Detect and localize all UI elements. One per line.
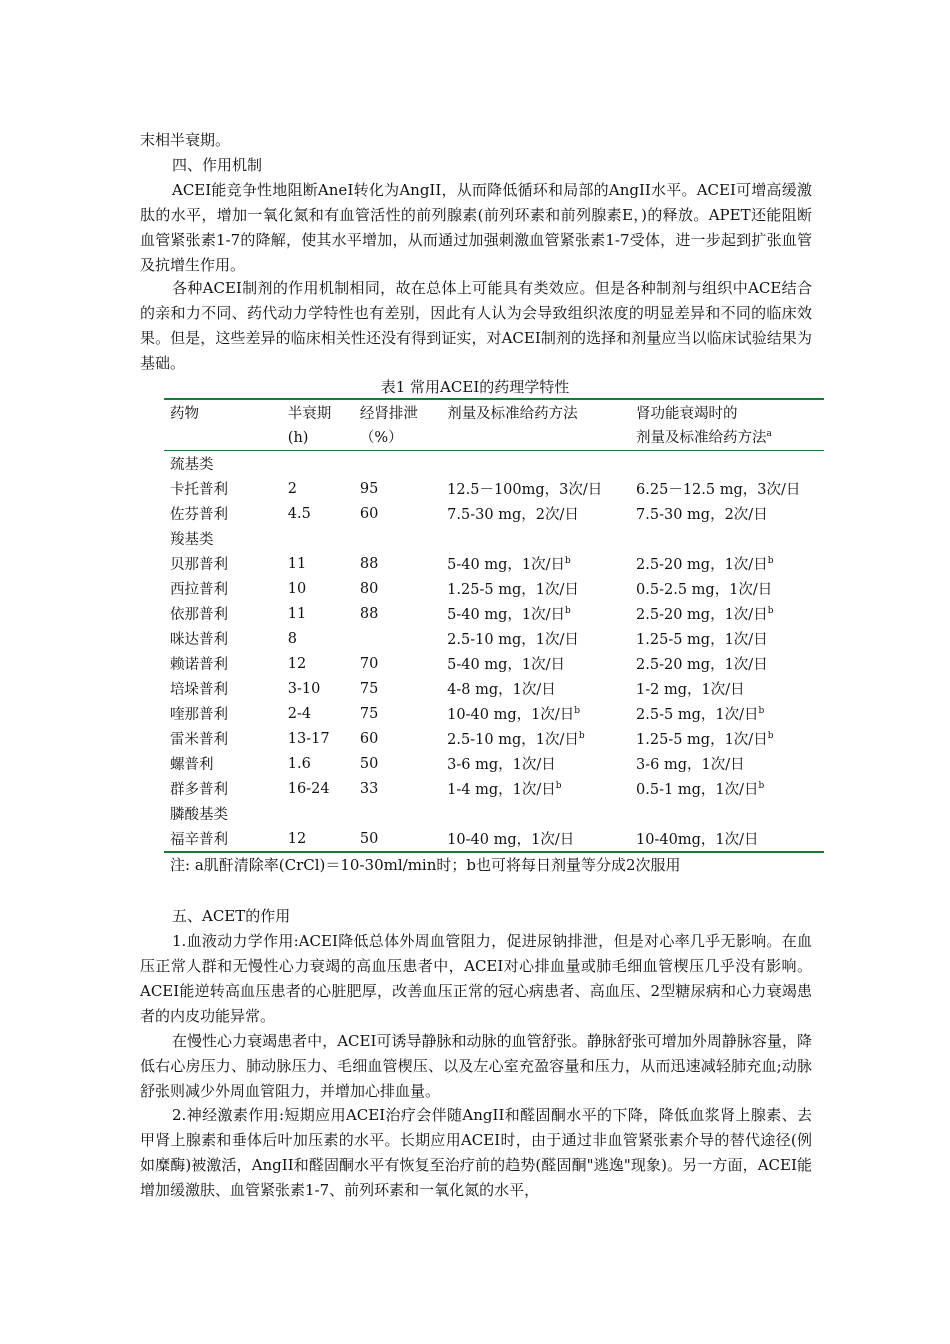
standard-dose: 5-40 mg，1次/日 (447, 607, 565, 623)
half-life-value: 2 (287, 480, 298, 497)
renal-failure-dose: 1-2 mg，1次/日 (636, 682, 745, 698)
standard-dose: 3-6 mg，1次/日 (447, 757, 556, 773)
half-life-value-cell (282, 676, 354, 701)
renal-excretion-value-cell (354, 701, 441, 726)
renal-failure-dose-cell (630, 576, 824, 601)
renal-excretion-value-cell (354, 676, 441, 701)
renal-failure-dose: 2.5-20 mg，1次/日 (636, 607, 768, 623)
table-row (164, 501, 824, 526)
standard-dose: 7.5-30 mg，2次/日 (447, 507, 579, 523)
drug-name: 赖诺普利 (170, 657, 228, 673)
standard-dose: 4-8 mg，1次/日 (447, 682, 556, 698)
drug-group-label: 羧基类 (170, 532, 214, 548)
table-row (164, 601, 824, 626)
table-row (164, 826, 824, 852)
header-renal-dose-line1: 肾功能衰竭时的 (636, 406, 738, 422)
half-life-value: 8 (287, 630, 298, 647)
drug-name: 佐芬普利 (170, 507, 228, 523)
header-drug: 药物 (170, 406, 199, 422)
renal-failure-dose-cell (630, 476, 824, 501)
half-life-value-cell (282, 751, 354, 776)
half-life-value: 1.6 (287, 755, 311, 772)
half-life-value-cell (282, 551, 354, 576)
drug-name-cell (164, 626, 282, 651)
renal-excretion-value-cell (354, 551, 441, 576)
renal-excretion-value: 60 (359, 505, 379, 522)
drug-name: 螺普利 (170, 757, 214, 773)
renal-failure-dose-cell (630, 776, 824, 801)
half-life-value: 10 (287, 580, 307, 597)
standard-dose-footnote: b (565, 556, 571, 566)
drug-name-cell (164, 651, 282, 676)
renal-failure-dose-cell (630, 626, 824, 651)
renal-failure-dose: 0.5-2.5 mg，1次/日 (636, 582, 773, 598)
drug-name: 咪达普利 (170, 632, 228, 648)
renal-failure-dose-footnote: b (767, 606, 774, 616)
renal-failure-dose: 2.5-20 mg，1次/日 (636, 557, 768, 573)
renal-failure-dose-footnote: b (758, 706, 765, 716)
renal-failure-dose-footnote: b (758, 781, 765, 791)
drug-name: 卡托普利 (170, 482, 228, 498)
section-heading-mechanism: 四、作用机制 (172, 156, 263, 174)
renal-failure-dose: 7.5-30 mg，2次/日 (636, 507, 768, 523)
half-life-value-cell (282, 501, 354, 526)
half-life-value: 16-24 (287, 780, 330, 797)
header-renal-label: 经肾排泄 (359, 406, 418, 422)
standard-dose-cell (441, 476, 630, 501)
renal-failure-dose-cell (630, 676, 824, 701)
acei-pharmacology-table (164, 398, 824, 853)
table-group-row (164, 801, 824, 826)
drug-name-cell (164, 826, 282, 852)
renal-failure-dose-cell (630, 601, 824, 626)
paragraph-continuation: 末相半衰期。 (140, 131, 231, 149)
standard-dose-cell (441, 726, 630, 751)
table-row (164, 751, 824, 776)
half-life-value: 2-4 (287, 705, 312, 722)
renal-failure-dose: 2.5-5 mg，1次/日 (636, 707, 759, 723)
paragraph-neurohormonal: 2.神经激素作用:短期应用ACEI治疗会伴随AngII和醛固酮水平的下降，降低血浆肾上腺素、去甲肾上腺素和垂体后叶加压素的水平。长期应用ACEI时，由于通过非血管紧张素介导的替代途径(例如糜酶)被激活，AngII和醛固酮水平有恢复至治疗前的趋势(醛固酮"逃逸"现象)。另一方面，ACEI能增加缓激肤、血管紧张素1-7、前列环素和一氧化氮的水平， (140, 1106, 812, 1199)
paragraph-heart-failure: 在慢性心力衰竭患者中，ACEI可诱导静脉和动脉的血管舒张。静脉舒张可增加外周静脉容量，降低右心房压力、肺动脉压力、毛细血管楔压、以及左心室充盈容量和压力，从而迅速减轻肺充血;动脉舒张则减少外周血管阻力，并增加心排血量。 (140, 1032, 812, 1100)
drug-group-label: 巯基类 (170, 457, 214, 473)
standard-dose-footnote: b (565, 606, 571, 616)
renal-failure-dose-footnote: b (767, 556, 774, 566)
drug-name-cell (164, 701, 282, 726)
standard-dose-footnote: b (578, 731, 585, 741)
table-row (164, 651, 824, 676)
drug-name-cell (164, 551, 282, 576)
renal-failure-dose: 10-40mg，1次/日 (636, 832, 759, 848)
renal-excretion-value-cell (354, 651, 441, 676)
header-renal-unit: （%） (359, 430, 403, 446)
half-life-value-cell (282, 701, 354, 726)
header-renal-dose-line2: 剂量及标准给药方法 (636, 430, 767, 446)
standard-dose-cell (441, 601, 630, 626)
header-renal (354, 399, 441, 451)
renal-excretion-value: 50 (359, 830, 379, 847)
header-renal-dose (630, 399, 824, 451)
drug-name: 依那普利 (170, 607, 228, 623)
standard-dose: 10-40 mg，1次/日 (447, 707, 575, 723)
standard-dose: 5-40 mg，1次/日 (447, 557, 565, 573)
standard-dose-cell (441, 776, 630, 801)
renal-excretion-value-cell (354, 576, 441, 601)
standard-dose-cell (441, 576, 630, 601)
renal-excretion-value: 33 (359, 780, 379, 797)
renal-excretion-value: 75 (359, 705, 379, 722)
renal-excretion-value-cell (354, 601, 441, 626)
renal-failure-dose: 1.25-5 mg，1次/日 (636, 632, 768, 648)
standard-dose-cell (441, 826, 630, 852)
table-group-row (164, 451, 824, 477)
drug-name: 贝那普利 (170, 557, 228, 573)
paragraph-hemodynamic: 1.血液动力学作用:ACEI降低总体外周血管阻力，促进尿钠排泄，但是对心率几乎无影响。在血压正常人群和无慢性心力衰竭的高血压患者中，ACEI对心排血量或肺毛细血管楔压几乎没有影响。ACEI能逆转高血压患者的心脏肥厚，改善血压正常的冠心病患者、高血压、2型糖尿病和心力衰竭患者的内皮功能异常。 (140, 932, 812, 1025)
table-body (164, 451, 824, 853)
standard-dose-cell (441, 626, 630, 651)
renal-failure-dose-cell (630, 551, 824, 576)
table-caption: 表1 常用ACEI的药理学特性 (380, 378, 570, 396)
drug-name-cell (164, 601, 282, 626)
standard-dose-footnote: b (555, 781, 562, 791)
half-life-value-cell (282, 651, 354, 676)
drug-name: 福辛普利 (170, 832, 228, 848)
table-header-row (164, 399, 824, 451)
standard-dose-cell (441, 676, 630, 701)
renal-failure-dose: 2.5-20 mg，1次/日 (636, 657, 768, 673)
renal-failure-dose-cell (630, 751, 824, 776)
renal-failure-dose-cell (630, 826, 824, 852)
paragraph-mechanism-2: 各种ACEI制剂的作用机制相同，故在总体上可能具有类效应。但是各种制剂与组织中ACE结合的亲和力不同、药代动力学特性也有差别，因此有人认为会导致组织浓度的明显差异和不同的临床效果。但是，这些差异的临床相关性还没有得到证实，对ACEI制剂的选择和剂量应当以临床试验结果为基础。 (140, 279, 812, 372)
half-life-value-cell (282, 476, 354, 501)
table-row (164, 726, 824, 751)
standard-dose: 10-40 mg，1次/日 (447, 832, 575, 848)
renal-excretion-value-cell (354, 476, 441, 501)
renal-excretion-value-cell (354, 501, 441, 526)
renal-excretion-value-cell (354, 826, 441, 852)
standard-dose: 2.5-10 mg，1次/日 (447, 732, 579, 748)
table-row (164, 576, 824, 601)
table-row (164, 476, 824, 501)
drug-name-cell (164, 751, 282, 776)
half-life-value: 3-10 (287, 680, 321, 697)
standard-dose: 2.5-10 mg，1次/日 (447, 632, 579, 648)
drug-name-cell (164, 576, 282, 601)
drug-name-cell (164, 776, 282, 801)
table-row (164, 551, 824, 576)
renal-failure-dose-cell (630, 701, 824, 726)
half-life-value: 11 (287, 555, 307, 572)
standard-dose: 1-4 mg，1次/日 (447, 782, 556, 798)
half-life-value-cell (282, 626, 354, 651)
header-half-life-label: 半衰期 (287, 406, 332, 422)
table-note: 注: a肌酐清除率(CrCl)＝10-30ml/min时；b也可将每日剂量等分成2次服用 (170, 856, 681, 874)
half-life-value: 12 (287, 830, 307, 847)
renal-failure-dose: 0.5-1 mg，1次/日 (636, 782, 759, 798)
paragraph-mechanism-1: ACEI能竞争性地阻断AneⅠ转化为AngII，从而降低循环和局部的AngII水平。ACEI可增高缓激肽的水平，增加一氧化氮和有血管活性的前列腺素(前列环素和前列腺素E，)的释放。APET还能阻断血管紧张素1-7的降解，使其水平增加，从而通过加强刺激血管紧张素1-7受体，进一步起到扩张血管及抗增生作用。 (140, 181, 812, 274)
table-group-row (164, 526, 824, 551)
standard-dose-cell (441, 501, 630, 526)
renal-excretion-value-cell (354, 726, 441, 751)
standard-dose: 12.5－100mg，3次/日 (447, 482, 603, 498)
renal-excretion-value: 88 (359, 605, 379, 622)
renal-excretion-value-cell (354, 751, 441, 776)
header-half-life-unit: (h) (287, 430, 309, 446)
standard-dose-cell (441, 551, 630, 576)
header-dose: 剂量及标准给药方法 (447, 406, 578, 422)
drug-name-cell (164, 676, 282, 701)
half-life-value: 11 (287, 605, 307, 622)
standard-dose-footnote: b (574, 706, 580, 716)
renal-excretion-value: 95 (359, 480, 379, 497)
renal-failure-dose: 3-6 mg，1次/日 (636, 757, 745, 773)
drug-name: 培垛普利 (170, 682, 228, 698)
half-life-value: 4.5 (287, 505, 311, 522)
drug-name-cell (164, 501, 282, 526)
table-row (164, 626, 824, 651)
header-half-life (282, 399, 354, 451)
half-life-value-cell (282, 826, 354, 852)
standard-dose-cell (441, 751, 630, 776)
renal-excretion-value-cell (354, 776, 441, 801)
standard-dose-cell (441, 651, 630, 676)
drug-name: 喹那普利 (170, 707, 228, 723)
renal-failure-dose-cell (630, 651, 824, 676)
half-life-value-cell (282, 601, 354, 626)
standard-dose: 1.25-5 mg，1次/日 (447, 582, 579, 598)
renal-excretion-value-cell (354, 626, 441, 651)
header-renal-dose-footnote: a (766, 429, 772, 439)
half-life-value-cell (282, 576, 354, 601)
renal-excretion-value: 75 (359, 680, 379, 697)
renal-failure-dose: 6.25－12.5 mg，3次/日 (636, 482, 801, 498)
renal-failure-dose-footnote: b (767, 731, 774, 741)
section-heading-effects: 五、ACET的作用 (172, 907, 291, 925)
renal-excretion-value: 50 (359, 755, 379, 772)
table-row (164, 676, 824, 701)
renal-excretion-value: 80 (359, 580, 379, 597)
renal-failure-dose-cell (630, 726, 824, 751)
table-row (164, 701, 824, 726)
renal-failure-dose: 1.25-5 mg，1次/日 (636, 732, 768, 748)
drug-name: 雷米普利 (170, 732, 228, 748)
drug-name-cell (164, 726, 282, 751)
drug-group-label: 膦酸基类 (170, 807, 228, 823)
half-life-value: 13-17 (287, 730, 330, 747)
half-life-value-cell (282, 776, 354, 801)
standard-dose: 5-40 mg，1次/日 (447, 657, 565, 673)
renal-excretion-value: 88 (359, 555, 379, 572)
renal-failure-dose-cell (630, 501, 824, 526)
table-row (164, 776, 824, 801)
half-life-value-cell (282, 726, 354, 751)
drug-name: 西拉普利 (170, 582, 228, 598)
renal-excretion-value: 60 (359, 730, 379, 747)
half-life-value: 12 (287, 655, 307, 672)
drug-name-cell (164, 476, 282, 501)
standard-dose-cell (441, 701, 630, 726)
renal-excretion-value: 70 (359, 655, 379, 672)
drug-name: 群多普利 (170, 782, 228, 798)
